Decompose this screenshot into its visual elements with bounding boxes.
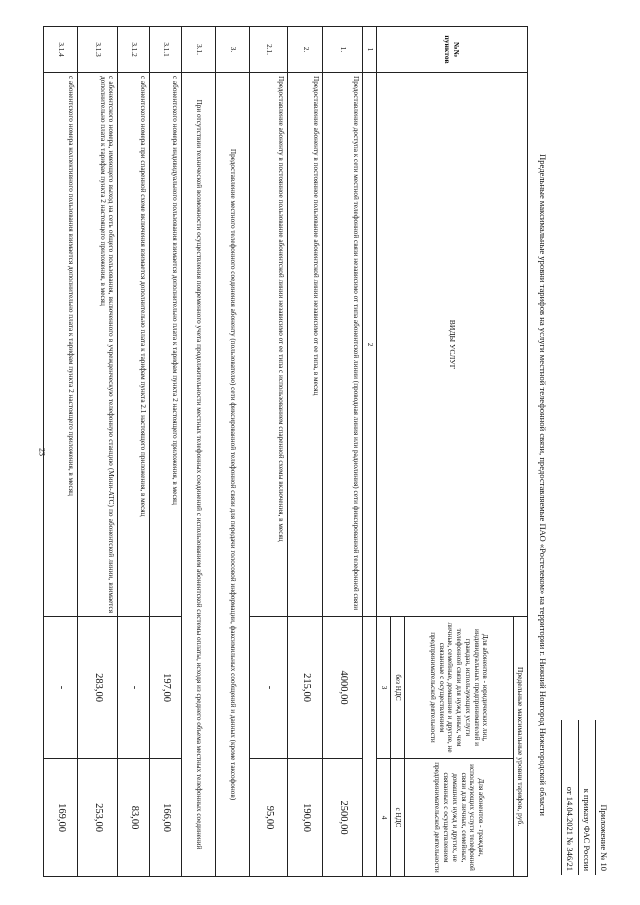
header-index-3: 3 xyxy=(377,617,391,759)
appendix-block xyxy=(565,0,640,905)
table-row xyxy=(250,27,288,877)
table-row xyxy=(118,27,150,877)
table-row xyxy=(323,27,363,877)
row-num: 2.1. xyxy=(250,27,288,73)
row-service-wide: Предоставление местного телефонного соединения абоненту (пользователю) сети фиксированной телефонной связи для передачи голосовой информации, факсимильных сообщений и данных (кроме таксофонов) xyxy=(216,73,250,877)
table-row xyxy=(216,27,250,877)
row-service: Предоставление абоненту в постоянное пользование абонентской линии независимо от ее типа с использованием спаренной схемы включения, в месяц xyxy=(250,73,288,617)
table-row xyxy=(150,27,182,877)
row-num: 3.1.2 xyxy=(118,27,150,73)
row-value-no-vat: 4000,00 xyxy=(323,617,363,759)
row-service: с абонентского номера при спаренной схеме включения взимается дополнительно плата к тарифам пункта 2.1 настоящего приложения, в месяц xyxy=(118,73,150,617)
row-service: с абонентского номера, имеющего выход на сеть общего пользования, включенного в учрежденческую телефонную станцию (Мини-АТС) по абонентской линии, взимается дополнительно плата к тарифам пункта 2 настоящего приложения, в месяц xyxy=(78,73,118,617)
header-index-spacer xyxy=(363,617,377,877)
row-value-with-vat: 166,00 xyxy=(150,759,182,877)
row-num: 1. xyxy=(323,27,363,73)
row-value-with-vat: 83,00 xyxy=(118,759,150,877)
table-row xyxy=(288,27,323,877)
row-value-no-vat: - xyxy=(118,617,150,759)
table-row xyxy=(182,27,216,877)
header-group-b: Для абонентов - граждан, использующих услуги телефонной связи для личных, семейных, домашних нужд и других, не связанных с осуществлением предпринимательской деятельности xyxy=(404,759,513,877)
row-service: с абонентского номера коллективного пользования взимается дополнительно плата к тарифам пункта 2 настоящего приложения, в месяц xyxy=(44,73,78,617)
page-number: 23 xyxy=(37,448,47,456)
header-with-vat: с НДС xyxy=(390,759,404,877)
row-num: 3. xyxy=(216,27,250,73)
row-value-no-vat: 215,00 xyxy=(288,617,323,759)
header-num-col: №№ пунктов xyxy=(377,27,528,73)
row-value-with-vat: 169,00 xyxy=(44,759,78,877)
header-row-index-left xyxy=(363,27,377,877)
row-service: с абонентского номера индивидуального пользования взимается дополнительно плата к тарифам пункта 2 настоящего приложения, в месяц xyxy=(150,73,182,617)
row-value-no-vat: - xyxy=(250,617,288,759)
header-max-levels: Предельные максимальные уровни тарифов, руб. xyxy=(513,617,527,877)
appendix-date: от 14.04.2021 № 346/21 xyxy=(561,720,578,875)
row-value-with-vat: 253,00 xyxy=(78,759,118,877)
row-service-wide: При отсутствии технической возможности осуществления повременного учета продолжительности местных телефонных соединений с использованием абонентской системы оплаты, исходя из среднего объема местных телефонных соединений xyxy=(182,73,216,877)
header-no-vat: без НДС xyxy=(390,617,404,759)
header-index-1: 1 xyxy=(363,27,377,73)
row-num: 3.1.3 xyxy=(78,27,118,73)
row-value-no-vat: - xyxy=(44,617,78,759)
document-heading: Предельные максимальные уровни тарифов на услуги местной телефонной связи, предоставляемые ПАО «Ростелеком» на территории г. Нижний Новгород Нижегородской области xyxy=(538,153,548,817)
row-num: 3.1.1 xyxy=(150,27,182,73)
row-num: 2. xyxy=(288,27,323,73)
table-row xyxy=(44,27,78,877)
appendix-order: к приказу ФАС России xyxy=(578,720,595,875)
header-services-col: ВИДЫ УСЛУГ xyxy=(377,73,528,617)
header-index-4: 4 xyxy=(377,759,391,877)
row-value-with-vat: 95,00 xyxy=(250,759,288,877)
header-index-2: 2 xyxy=(363,73,377,617)
row-num: 3.1. xyxy=(182,27,216,73)
header-row-max-levels xyxy=(513,27,527,877)
row-value-no-vat: 283,00 xyxy=(78,617,118,759)
row-num: 3.1.4 xyxy=(44,27,78,73)
tariff-table xyxy=(43,26,528,877)
table-row xyxy=(78,27,118,877)
row-service: Предоставление абоненту в постоянное пользование абонентской линии независимо от ее типа, в месяц xyxy=(288,73,323,617)
row-value-with-vat: 2500,00 xyxy=(323,759,363,877)
appendix-title: Приложение № 10 xyxy=(595,720,612,875)
row-value-with-vat: 190,00 xyxy=(288,759,323,877)
header-group-a: Для абонентов - юридических лиц, индивидуальных предпринимателей и граждан, использующих услуги телефонной связи для нужд иных, чем личные, семейные, домашние и другие, не связанные с осуществлением предпринимательской деятельности xyxy=(404,617,513,759)
row-service: Предоставление доступа к сети местной телефонной связи независимо от типа абонентской линии (проводная линия или радиолиния) сети фиксированной телефонной связи xyxy=(323,73,363,617)
row-value-no-vat: 197,00 xyxy=(150,617,182,759)
